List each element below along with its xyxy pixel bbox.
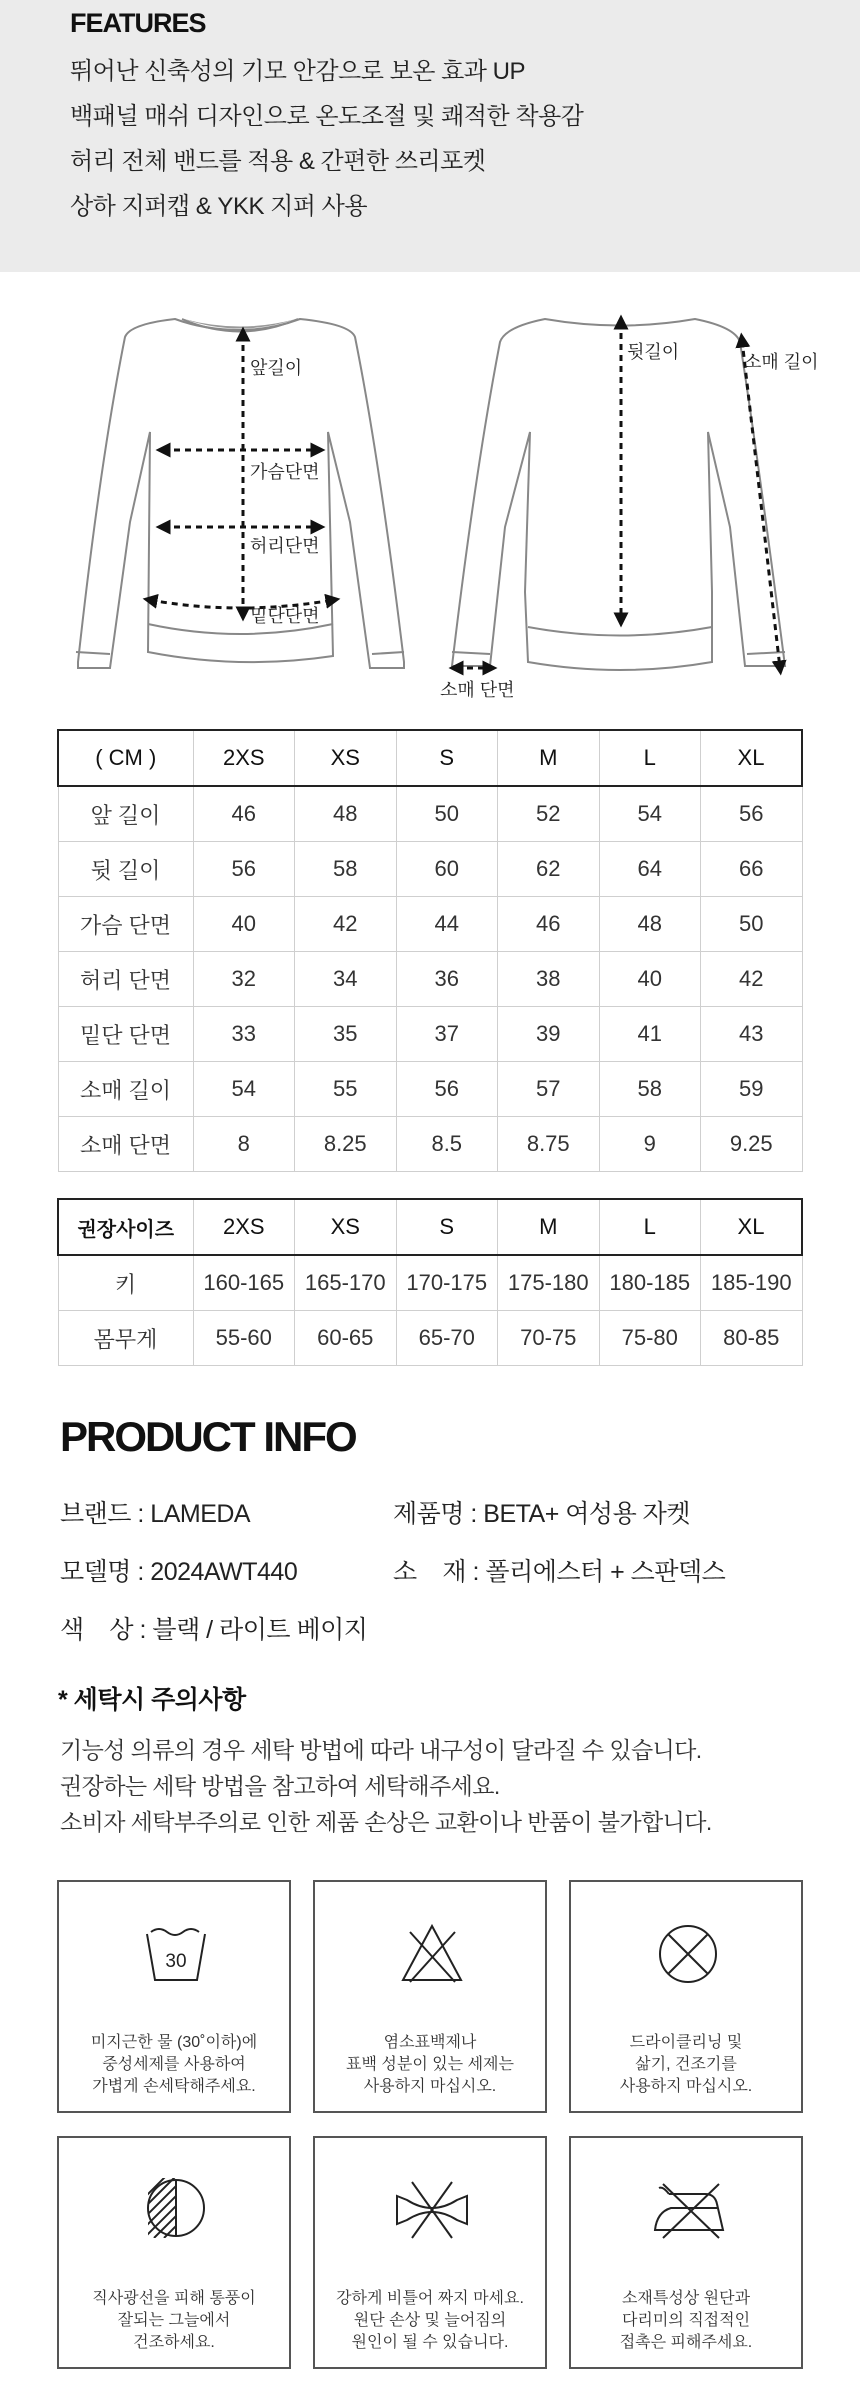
product-name-info: 제품명 : BETA+ 여성용 자켓 — [393, 1500, 690, 1528]
table-cell: 52 — [498, 786, 600, 842]
care-card-shade — [57, 2136, 291, 2369]
material-info: 소 재 : 폴리에스터 + 스판덱스 — [393, 1558, 726, 1586]
table-cell: 64 — [599, 842, 701, 897]
card-line: 삶기, 건조기를 — [635, 2056, 737, 2073]
care-card-dryclean — [569, 1880, 803, 2113]
table-row — [58, 952, 802, 1007]
table-cell: 56 — [193, 842, 295, 897]
size-table — [57, 729, 803, 1172]
card-line: 다리미의 직접적인 — [621, 2312, 751, 2329]
header-cell: M — [498, 730, 600, 786]
care-card-text — [59, 2288, 289, 2354]
card-line: 사용하지 마십시오. — [619, 2078, 753, 2095]
card-line: 표백 성분이 있는 세제는 — [346, 2056, 514, 2073]
table-cell: 48 — [599, 897, 701, 952]
table-cell: 60-65 — [295, 1311, 397, 1366]
card-line: 잘되는 그늘에서 — [117, 2312, 231, 2329]
row-label: 밑단 단면 — [58, 1007, 193, 1062]
row-label: 허리 단면 — [58, 952, 193, 1007]
table-cell: 8.75 — [498, 1117, 600, 1172]
model-info: 모델명 : 2024AWT440 — [60, 1558, 298, 1586]
card-line: 강하게 비틀어 짜지 마세요. — [336, 2290, 524, 2307]
sleeve-opening-label: 소매 단면 — [440, 680, 515, 700]
table-cell: 46 — [498, 897, 600, 952]
care-card-wash — [57, 1880, 291, 2113]
table-row — [58, 1007, 802, 1062]
table-cell: 55-60 — [193, 1311, 295, 1366]
sleeve-length-label: 소매 길이 — [744, 352, 819, 372]
header-cell: XL — [701, 730, 803, 786]
header-cell: 권장사이즈 — [58, 1199, 193, 1255]
waist-label: 허리단면 — [250, 536, 320, 556]
card-line: 드라이클리닝 및 — [629, 2034, 743, 2051]
card-line: 원인이 될 수 있습니다. — [351, 2334, 509, 2351]
table-cell: 39 — [498, 1007, 600, 1062]
table-row — [58, 786, 802, 842]
no-iron-icon — [571, 2138, 805, 2288]
table-cell: 70-75 — [498, 1311, 600, 1366]
shade-dry-icon — [59, 2138, 293, 2288]
card-line: 사용하지 마십시오. — [363, 2078, 497, 2095]
product-info-title: PRODUCT INFO — [60, 1413, 356, 1460]
table-cell: 60 — [396, 842, 498, 897]
table-cell: 56 — [701, 786, 803, 842]
table-cell: 38 — [498, 952, 600, 1007]
back-length-label: 뒷길이 — [627, 342, 680, 362]
table-row — [58, 1311, 802, 1366]
brand-info: 브랜드 : LAMEDA — [60, 1500, 251, 1528]
features-section — [0, 0, 860, 272]
care-line: 소비자 세탁부주의로 인한 제품 손상은 교환이나 반품이 불가합니다. — [60, 1809, 712, 1835]
care-card-bleach — [313, 1880, 547, 2113]
table-cell: 40 — [599, 952, 701, 1007]
garment-illustration — [0, 272, 860, 712]
table-cell: 44 — [396, 897, 498, 952]
card-line: 소재특성상 원단과 — [621, 2290, 751, 2307]
feature-line: 뛰어난 신축성의 기모 안감으로 보온 효과 UP — [70, 58, 525, 85]
table-cell: 33 — [193, 1007, 295, 1062]
table-cell: 160-165 — [193, 1255, 295, 1311]
table-cell: 35 — [295, 1007, 397, 1062]
table-cell: 54 — [599, 786, 701, 842]
header-cell: S — [396, 1199, 498, 1255]
care-line: 권장하는 세탁 방법을 참고하여 세탁해주세요. — [60, 1773, 500, 1799]
wash-30-icon — [59, 1882, 293, 2032]
card-line: 중성세제를 사용하여 — [102, 2056, 246, 2073]
recommend-table-header — [58, 1199, 802, 1255]
table-cell: 46 — [193, 786, 295, 842]
table-cell: 54 — [193, 1062, 295, 1117]
header-cell: XL — [701, 1199, 803, 1255]
hem-label: 밑단단면 — [250, 606, 320, 626]
size-table-header — [58, 730, 802, 786]
header-cell: XS — [295, 1199, 397, 1255]
card-line: 직사광선을 피해 통풍이 — [92, 2290, 256, 2307]
card-line: 미지근한 물 (30˚이하)에 — [90, 2034, 258, 2051]
no-bleach-icon — [315, 1882, 549, 2032]
table-cell: 50 — [396, 786, 498, 842]
table-cell: 32 — [193, 952, 295, 1007]
table-cell: 165-170 — [295, 1255, 397, 1311]
table-cell: 37 — [396, 1007, 498, 1062]
header-cell: S — [396, 730, 498, 786]
row-label: 뒷 길이 — [58, 842, 193, 897]
feature-line: 상하 지퍼캡 & YKK 지퍼 사용 — [70, 193, 368, 220]
table-cell: 62 — [498, 842, 600, 897]
card-line: 건조하세요. — [133, 2334, 215, 2351]
table-cell: 8.5 — [396, 1117, 498, 1172]
table-row — [58, 842, 802, 897]
table-cell: 65-70 — [396, 1311, 498, 1366]
card-line: 원단 손상 및 늘어짐의 — [353, 2312, 507, 2329]
card-line: 염소표백제나 — [383, 2034, 477, 2051]
features-title: FEATURES — [70, 8, 206, 38]
row-label: 소매 길이 — [58, 1062, 193, 1117]
table-cell: 80-85 — [701, 1311, 803, 1366]
care-card-text — [59, 2032, 289, 2098]
table-row — [58, 1062, 802, 1117]
table-cell: 75-80 — [599, 1311, 701, 1366]
care-card-text — [315, 2032, 545, 2098]
table-cell: 170-175 — [396, 1255, 498, 1311]
care-title: * 세탁시 주의사항 — [58, 1686, 246, 1714]
table-cell: 180-185 — [599, 1255, 701, 1311]
row-label: 몸무게 — [58, 1311, 193, 1366]
front-length-label: 앞길이 — [250, 358, 303, 378]
table-cell: 41 — [599, 1007, 701, 1062]
care-card-text — [571, 2032, 801, 2098]
table-cell: 185-190 — [701, 1255, 803, 1311]
table-cell: 8 — [193, 1117, 295, 1172]
row-label: 소매 단면 — [58, 1117, 193, 1172]
table-row — [58, 1117, 802, 1172]
header-cell: 2XS — [193, 1199, 295, 1255]
table-cell: 50 — [701, 897, 803, 952]
header-cell: ( CM ) — [58, 730, 193, 786]
table-cell: 59 — [701, 1062, 803, 1117]
row-label: 앞 길이 — [58, 786, 193, 842]
table-cell: 8.25 — [295, 1117, 397, 1172]
header-cell: 2XS — [193, 730, 295, 786]
table-cell: 34 — [295, 952, 397, 1007]
row-label: 가슴 단면 — [58, 897, 193, 952]
care-card-text — [571, 2288, 801, 2354]
recommend-size-table — [57, 1198, 803, 1366]
table-cell: 9.25 — [701, 1117, 803, 1172]
table-cell: 57 — [498, 1062, 600, 1117]
table-cell: 48 — [295, 786, 397, 842]
header-cell: L — [599, 730, 701, 786]
table-cell: 55 — [295, 1062, 397, 1117]
front-view — [76, 319, 404, 668]
table-cell: 36 — [396, 952, 498, 1007]
table-cell: 175-180 — [498, 1255, 600, 1311]
sleeve-length-line — [742, 340, 780, 668]
care-card-text — [315, 2288, 545, 2354]
care-card-wring — [313, 2136, 547, 2369]
table-cell: 42 — [295, 897, 397, 952]
feature-line: 백패널 매쉬 디자인으로 온도조절 및 쾌적한 착용감 — [70, 103, 584, 130]
table-cell: 56 — [396, 1062, 498, 1117]
header-cell: XS — [295, 730, 397, 786]
table-row — [58, 1255, 802, 1311]
table-cell: 43 — [701, 1007, 803, 1062]
care-card-iron — [569, 2136, 803, 2369]
care-line: 기능성 의류의 경우 세탁 방법에 따라 내구성이 달라질 수 있습니다. — [60, 1737, 702, 1763]
table-cell: 66 — [701, 842, 803, 897]
feature-line: 허리 전체 밴드를 적용 & 간편한 쓰리포켓 — [70, 148, 486, 175]
chest-label: 가슴단면 — [250, 462, 320, 482]
table-row — [58, 897, 802, 952]
no-wring-icon — [315, 2138, 549, 2288]
size-diagram — [0, 272, 860, 712]
table-cell: 9 — [599, 1117, 701, 1172]
table-cell: 40 — [193, 897, 295, 952]
table-cell: 42 — [701, 952, 803, 1007]
header-cell: M — [498, 1199, 600, 1255]
wash-temp-text: 30 — [165, 1951, 187, 1972]
row-label: 키 — [58, 1255, 193, 1311]
card-line: 가볍게 손세탁해주세요. — [92, 2078, 256, 2095]
color-info: 색 상 : 블랙 / 라이트 베이지 — [60, 1616, 368, 1644]
no-dryclean-icon — [571, 1882, 805, 2032]
card-line: 접촉은 피해주세요. — [619, 2334, 753, 2351]
table-cell: 58 — [599, 1062, 701, 1117]
header-cell: L — [599, 1199, 701, 1255]
table-cell: 58 — [295, 842, 397, 897]
back-view — [452, 319, 785, 670]
